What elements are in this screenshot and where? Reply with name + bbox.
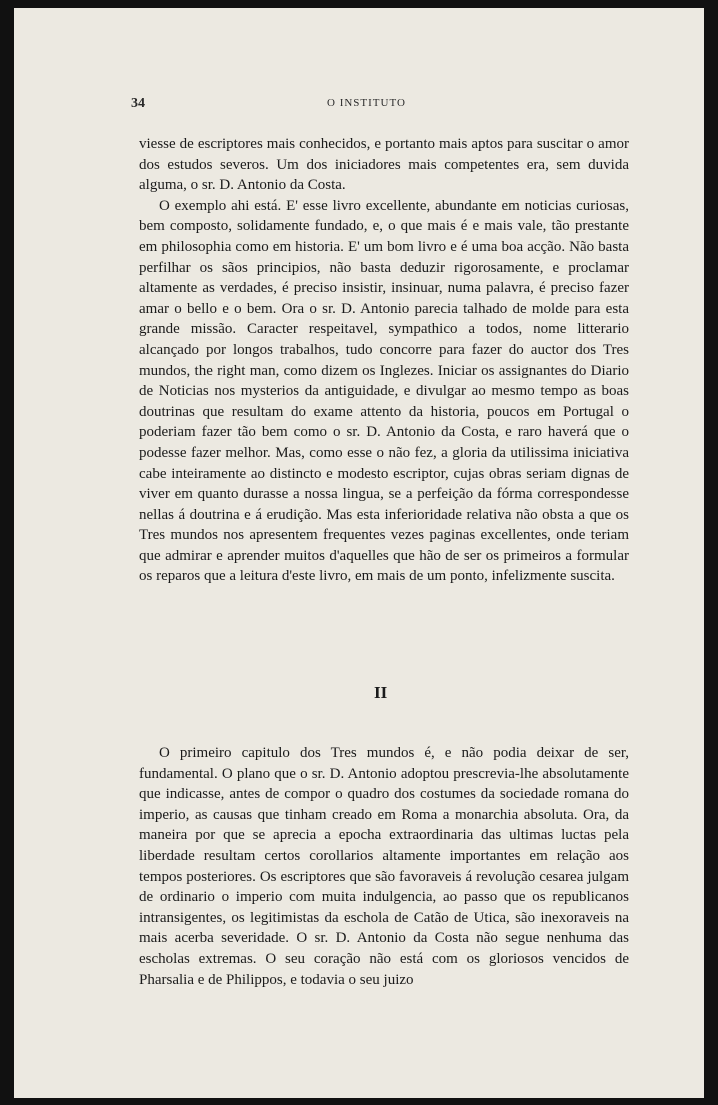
body-text-part2 bbox=[139, 743, 629, 990]
section-heading: II bbox=[374, 683, 388, 702]
page-number: 34 bbox=[131, 96, 145, 111]
body-text-part1 bbox=[139, 134, 629, 587]
paragraph: viesse de escriptores mais conhecidos, e portanto mais aptos para suscitar o amor dos estudos severos. Um dos iniciadores mais competentes era, sem duvida alguma, o sr. D. Antonio da Costa. bbox=[139, 136, 629, 194]
book-page bbox=[14, 8, 704, 1098]
paragraph: O exemplo ahi está. E' esse livro excellente, abundante em noticias curiosas, bem composto, solidamente fundado, e, o que mais é e mais vale, tão prestante em philosophia como em historia. E' um bom livro e é uma boa acção. Não basta perfilhar os sãos principios, não basta deduzir rigorosamente, e proclamar altamente as verdades, é preciso insistir, insinuar, numa palavra, é preciso fazer amar o bello e o bem. Ora o sr. D. Antonio parecia talhado de molde para esta grande missão. Caracter respeitavel, sympathico a todos, nome litterario alcançado por longos trabalhos, tudo concorre para fazer do auctor dos Tres mundos, the right man, como dizem os Inglezes. Iniciar os assignantes do Diario de Noticias nos mysterios da antiguidade, e divulgar ao mesmo tempo as boas doutrinas que resultam do exame attento da historia, poucos em Portugal o poderiam fazer tão bem como o sr. D. Antonio da Costa, e raro haverá que o podesse fazer melhor. Mas, como esse o não fez, a gloria da utilissima iniciativa cabe inteiramente ao distincto e modesto escriptor, cujas obras seriam dignas de viver em quanto durasse a nossa lingua, se a perfeição da fórma correspondesse nellas á doutrina e á erudição. Mas esta inferioridade relativa não obsta a que os Tres mundos nos apresentem frequentes vezes paginas excellentes, onde teriam que admirar e aprender muitos d'aquelles que hão de ser os primeiros a formular os reparos que a leitura d'este livro, em mais de um ponto, infelizmente suscita. bbox=[139, 197, 629, 585]
paragraph: O primeiro capitulo dos Tres mundos é, e não podia deixar de ser, fundamental. O plano que o sr. D. Antonio adoptou prescrevia-lhe absolutamente que indicasse, antes de compor o quadro dos costumes da sociedade romana do imperio, as causas que tinham creado em Roma a monarchia absoluta. Ora, da maneira por que se aprecia a epocha extraordinaria das ultimas luctas pela liberdade resultam certos corollarios altamente importantes em relação aos tempos posteriores. Os escriptores que são favoraveis á revolução cesarea julgam de ordinario o imperio com muita indulgencia, ao passo que os republicanos intransigentes, os legitimistas da eschola de Catão de Utica, são inexoraveis na mais acerba severidade. O sr. D. Antonio da Costa não segue nenhuma das escholas extremas. O seu coração não está com os gloriosos vencidos de Pharsalia e de Philippos, e todavia o seu juizo bbox=[139, 745, 629, 988]
page-header bbox=[131, 96, 631, 114]
running-title: O INSTITUTO bbox=[327, 97, 406, 109]
